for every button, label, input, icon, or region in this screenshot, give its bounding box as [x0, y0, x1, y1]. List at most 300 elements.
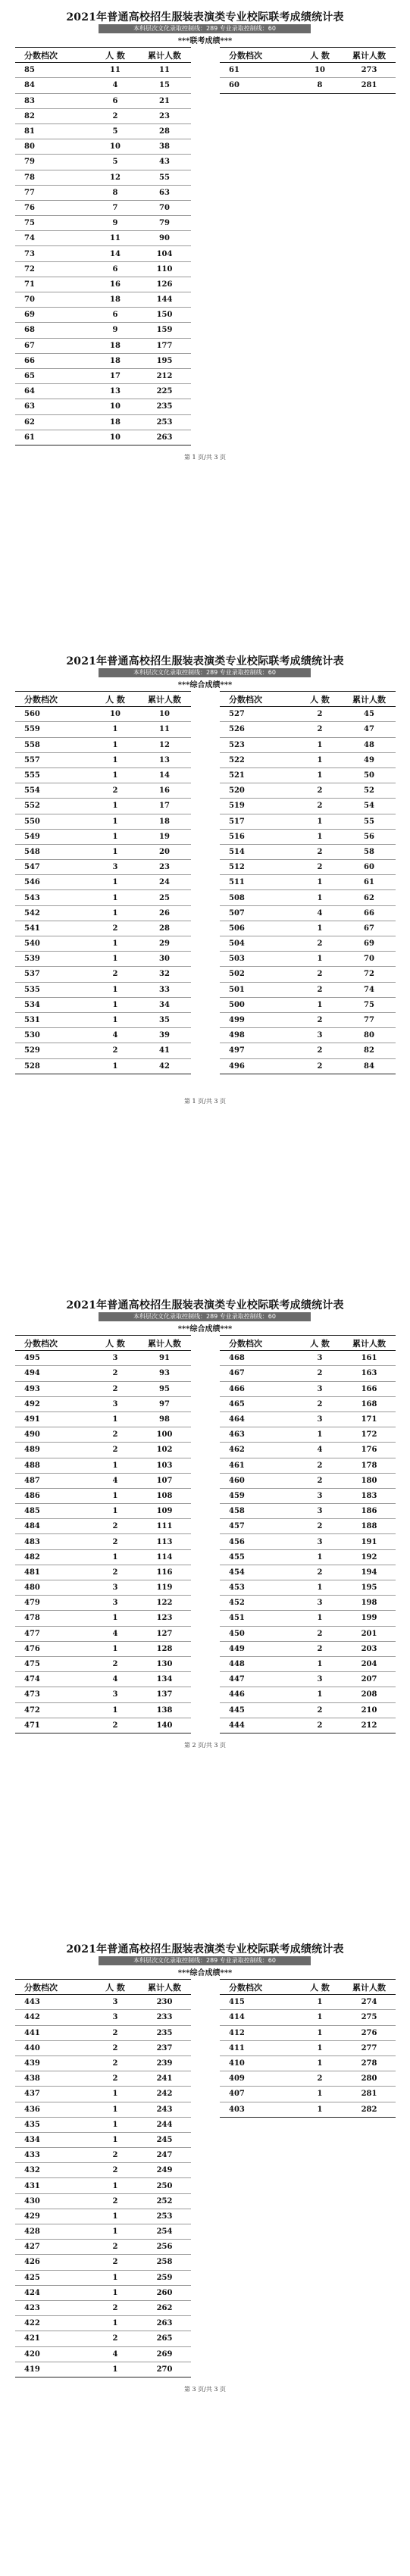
count-cell: 1	[92, 875, 138, 890]
count-cell: 1	[92, 1641, 138, 1656]
count-cell: 2	[92, 1443, 138, 1458]
table-row	[220, 890, 396, 905]
score-cell: 497	[220, 1043, 297, 1058]
score-cell: 491	[15, 1411, 92, 1427]
table-row	[15, 921, 191, 936]
table-row	[15, 2224, 191, 2240]
cumulative-cell: 24	[138, 875, 191, 890]
score-cell: 79	[15, 155, 92, 170]
count-cell: 3	[92, 860, 138, 875]
cumulative-cell: 21	[138, 93, 191, 108]
count-cell: 2	[297, 1565, 343, 1580]
score-cell: 69	[15, 308, 92, 323]
count-cell: 12	[92, 170, 138, 185]
count-cell: 1	[92, 2285, 138, 2300]
count-cell: 1	[297, 2040, 343, 2055]
cumulative-cell: 39	[138, 1028, 191, 1043]
page-1	[0, 0, 410, 644]
table-row	[220, 1596, 396, 1611]
table-row	[220, 1411, 396, 1427]
table-row	[220, 799, 396, 814]
table-row	[15, 2117, 191, 2132]
count-cell: 3	[297, 1488, 343, 1503]
score-cell: 464	[220, 1411, 297, 1427]
count-cell: 1	[92, 997, 138, 1012]
table-row	[220, 1443, 396, 1458]
cumulative-cell: 168	[343, 1396, 396, 1411]
table-row	[220, 967, 396, 982]
score-cell: 512	[220, 860, 297, 875]
cumulative-cell: 243	[138, 2102, 191, 2117]
score-cell: 427	[15, 2240, 92, 2255]
table-row	[15, 2132, 191, 2147]
cumulative-cell: 127	[138, 1626, 191, 1641]
count-cell: 1	[92, 1702, 138, 1718]
count-cell: 4	[92, 78, 138, 93]
table-row	[220, 737, 396, 752]
table-row	[15, 200, 191, 215]
cumulative-cell: 19	[138, 829, 191, 844]
count-cell: 4	[92, 2346, 138, 2362]
count-cell: 1	[92, 814, 138, 829]
column-header: 累计人数	[138, 692, 191, 707]
table-row	[220, 875, 396, 890]
cumulative-cell: 13	[138, 752, 191, 767]
column-header: 分数档次	[15, 1336, 92, 1351]
cumulative-cell: 28	[138, 921, 191, 936]
score-cell: 442	[15, 2010, 92, 2025]
cumulative-cell: 70	[138, 200, 191, 215]
cumulative-cell: 16	[138, 783, 191, 799]
count-cell: 2	[92, 2255, 138, 2270]
score-cell: 446	[220, 1687, 297, 1702]
cumulative-cell: 186	[343, 1504, 396, 1519]
count-cell: 3	[92, 1687, 138, 1702]
count-cell: 2	[92, 1519, 138, 1534]
count-cell: 3	[297, 1381, 343, 1396]
score-cell: 496	[220, 1058, 297, 1074]
count-cell: 2	[92, 1565, 138, 1580]
table-row	[15, 2209, 191, 2224]
count-cell: 2	[92, 1718, 138, 1733]
table-row	[220, 1611, 396, 1626]
score-cell: 463	[220, 1427, 297, 1443]
table-row	[220, 1504, 396, 1519]
score-cell: 439	[15, 2055, 92, 2071]
score-cell: 450	[220, 1626, 297, 1641]
count-cell: 1	[92, 982, 138, 997]
table-row	[220, 2010, 396, 2025]
score-cell: 67	[15, 338, 92, 353]
cumulative-cell: 61	[343, 875, 396, 890]
count-cell: 1	[297, 2025, 343, 2040]
count-cell: 4	[92, 1626, 138, 1641]
cumulative-cell: 254	[138, 2224, 191, 2240]
table-row	[220, 63, 396, 78]
count-cell: 2	[92, 967, 138, 982]
count-cell: 4	[297, 1443, 343, 1458]
score-cell: 65	[15, 368, 92, 383]
table-row	[15, 308, 191, 323]
count-cell: 1	[92, 2362, 138, 2377]
cumulative-cell: 235	[138, 2025, 191, 2040]
table-row	[220, 1427, 396, 1443]
cumulative-cell: 262	[138, 2300, 191, 2315]
score-cell: 474	[15, 1672, 92, 1687]
table-row	[220, 2102, 396, 2117]
count-cell: 3	[92, 1396, 138, 1411]
cumulative-cell: 42	[138, 1058, 191, 1074]
count-cell: 2	[92, 2055, 138, 2071]
score-cell: 66	[15, 353, 92, 368]
count-cell: 2	[297, 844, 343, 859]
table-row	[15, 890, 191, 905]
table-row	[220, 1473, 396, 1488]
cumulative-cell: 195	[343, 1580, 396, 1596]
section-subtitle: ***综合成绩***	[177, 681, 233, 689]
score-cell: 478	[15, 1611, 92, 1626]
score-cell: 523	[220, 737, 297, 752]
score-cell: 549	[15, 829, 92, 844]
table-row	[15, 1534, 191, 1549]
cumulative-cell: 48	[343, 737, 396, 752]
table-row	[220, 1043, 396, 1058]
score-cell: 61	[15, 430, 92, 445]
table-row	[15, 707, 191, 722]
table-row	[15, 414, 191, 430]
table-row	[15, 231, 191, 246]
score-cell: 493	[15, 1381, 92, 1396]
score-cell: 550	[15, 814, 92, 829]
cumulative-cell: 103	[138, 1458, 191, 1473]
count-cell: 1	[92, 1411, 138, 1427]
count-cell: 2	[92, 2040, 138, 2055]
table-row	[15, 1687, 191, 1702]
cumulative-cell: 122	[138, 1596, 191, 1611]
score-cell: 415	[220, 1995, 297, 2010]
table-row	[220, 2071, 396, 2087]
score-cell: 83	[15, 93, 92, 108]
score-cell: 467	[220, 1366, 297, 1381]
count-cell: 2	[92, 2025, 138, 2040]
score-cell: 552	[15, 799, 92, 814]
table-row	[220, 1549, 396, 1565]
count-cell: 2	[297, 1641, 343, 1656]
score-cell: 555	[15, 767, 92, 783]
cumulative-cell: 176	[343, 1443, 396, 1458]
cumulative-cell: 80	[343, 1028, 396, 1043]
section-subtitle: ***综合成绩***	[177, 1969, 233, 1977]
count-cell: 1	[297, 752, 343, 767]
count-cell: 1	[92, 952, 138, 967]
score-cell: 516	[220, 829, 297, 844]
score-cell: 484	[15, 1519, 92, 1534]
score-cell: 436	[15, 2102, 92, 2117]
count-cell: 1	[297, 1611, 343, 1626]
column-header: 人 数	[92, 48, 138, 63]
table-row	[15, 93, 191, 108]
cumulative-cell: 108	[138, 1488, 191, 1503]
cumulative-cell: 107	[138, 1473, 191, 1488]
cumulative-cell: 11	[138, 63, 191, 78]
score-cell: 488	[15, 1458, 92, 1473]
table-row	[15, 905, 191, 921]
cumulative-cell: 116	[138, 1565, 191, 1580]
table-row	[15, 952, 191, 967]
score-table-left	[15, 691, 191, 1074]
score-cell: 466	[220, 1381, 297, 1396]
cumulative-cell: 269	[138, 2346, 191, 2362]
cumulative-cell: 119	[138, 1580, 191, 1596]
cumulative-cell: 38	[138, 139, 191, 155]
page-title: 2021年普通高校招生服装表演类专业校际联考成绩统计表	[66, 1943, 344, 1955]
count-cell: 1	[297, 1687, 343, 1702]
count-cell: 1	[92, 905, 138, 921]
cumulative-cell: 58	[343, 844, 396, 859]
table-row	[15, 1351, 191, 1366]
score-cell: 519	[220, 799, 297, 814]
count-cell: 2	[297, 860, 343, 875]
table-row	[220, 814, 396, 829]
cumulative-cell: 23	[138, 108, 191, 123]
table-row	[15, 1702, 191, 1718]
cumulative-cell: 79	[138, 216, 191, 231]
table-row	[220, 2025, 396, 2040]
count-cell: 9	[92, 216, 138, 231]
count-cell: 18	[92, 414, 138, 430]
score-cell: 409	[220, 2071, 297, 2087]
count-cell: 1	[297, 890, 343, 905]
column-header: 分数档次	[220, 692, 297, 707]
table-row	[15, 1596, 191, 1611]
score-cell: 456	[220, 1534, 297, 1549]
count-cell: 2	[297, 967, 343, 982]
cumulative-cell: 10	[138, 707, 191, 722]
score-cell: 499	[220, 1012, 297, 1027]
table-row	[15, 1549, 191, 1565]
count-cell: 2	[92, 108, 138, 123]
score-cell: 426	[15, 2255, 92, 2270]
table-row	[15, 967, 191, 982]
cumulative-cell: 230	[138, 1995, 191, 2010]
count-cell: 1	[92, 1012, 138, 1027]
cumulative-cell: 203	[343, 1641, 396, 1656]
table-row	[220, 722, 396, 737]
cumulative-cell: 250	[138, 2178, 191, 2193]
table-row	[220, 767, 396, 783]
score-cell: 63	[15, 399, 92, 414]
count-cell: 1	[297, 1427, 343, 1443]
table-row	[220, 1702, 396, 1718]
score-cell: 453	[220, 1580, 297, 1596]
cumulative-cell: 55	[138, 170, 191, 185]
count-cell: 2	[92, 921, 138, 936]
page-footer: 第 3 页/共 3 页	[183, 2386, 227, 2393]
table-row	[220, 1028, 396, 1043]
table-row	[220, 1641, 396, 1656]
column-header: 累计人数	[138, 1980, 191, 1995]
count-cell: 2	[92, 2240, 138, 2255]
cumulative-cell: 235	[138, 399, 191, 414]
cumulative-cell: 199	[343, 1611, 396, 1626]
count-cell: 2	[92, 2331, 138, 2346]
score-cell: 451	[220, 1611, 297, 1626]
cumulative-cell: 275	[343, 2010, 396, 2025]
score-cell: 71	[15, 277, 92, 292]
column-header: 人 数	[92, 1980, 138, 1995]
table-row	[15, 155, 191, 170]
count-cell: 3	[297, 1534, 343, 1549]
score-cell: 434	[15, 2132, 92, 2147]
count-cell: 3	[92, 1351, 138, 1366]
table-row	[15, 1580, 191, 1596]
score-cell: 462	[220, 1443, 297, 1458]
table-row	[15, 1718, 191, 1733]
count-cell: 4	[297, 905, 343, 921]
table-row	[220, 905, 396, 921]
cumulative-cell: 180	[343, 1473, 396, 1488]
cumulative-cell: 77	[343, 1012, 396, 1027]
table-row	[220, 1381, 396, 1396]
table-row	[15, 829, 191, 844]
cumulative-cell: 247	[138, 2148, 191, 2163]
count-cell: 2	[297, 707, 343, 722]
score-cell: 76	[15, 200, 92, 215]
score-cell: 473	[15, 1687, 92, 1702]
cumulative-cell: 74	[343, 982, 396, 997]
table-row	[15, 2055, 191, 2071]
score-cell: 414	[220, 2010, 297, 2025]
count-cell: 8	[92, 185, 138, 200]
score-cell: 475	[15, 1656, 92, 1671]
column-header: 累计人数	[343, 692, 396, 707]
count-cell: 1	[297, 2010, 343, 2025]
count-cell: 1	[297, 1580, 343, 1596]
count-cell: 1	[92, 2224, 138, 2240]
table-row	[15, 1504, 191, 1519]
page-title: 2021年普通高校招生服装表演类专业校际联考成绩统计表	[66, 11, 344, 23]
count-cell: 3	[92, 1580, 138, 1596]
score-cell: 438	[15, 2071, 92, 2087]
table-row	[220, 1488, 396, 1503]
count-cell: 1	[92, 1488, 138, 1503]
score-cell: 479	[15, 1596, 92, 1611]
score-cell: 421	[15, 2331, 92, 2346]
score-table-right	[220, 47, 396, 94]
cumulative-cell: 204	[343, 1656, 396, 1671]
score-cell: 458	[220, 1504, 297, 1519]
count-cell: 1	[92, 2132, 138, 2147]
score-cell: 477	[15, 1626, 92, 1641]
cumulative-cell: 245	[138, 2132, 191, 2147]
count-cell: 2	[297, 1012, 343, 1027]
score-cell: 489	[15, 1443, 92, 1458]
score-cell: 411	[220, 2040, 297, 2055]
score-cell: 78	[15, 170, 92, 185]
count-cell: 4	[92, 1028, 138, 1043]
table-row	[15, 982, 191, 997]
count-cell: 2	[92, 1656, 138, 1671]
score-cell: 554	[15, 783, 92, 799]
score-cell: 504	[220, 936, 297, 952]
table-row	[15, 2148, 191, 2163]
score-cell: 472	[15, 1702, 92, 1718]
column-header: 累计人数	[138, 48, 191, 63]
count-cell: 2	[297, 2071, 343, 2087]
table-row	[15, 2316, 191, 2331]
cumulative-cell: 67	[343, 921, 396, 936]
count-cell: 1	[297, 2055, 343, 2071]
score-cell: 62	[15, 414, 92, 430]
cumulative-cell: 41	[138, 1043, 191, 1058]
count-cell: 10	[92, 430, 138, 445]
cumulative-cell: 52	[343, 783, 396, 799]
count-cell: 1	[297, 767, 343, 783]
score-cell: 460	[220, 1473, 297, 1488]
count-cell: 1	[92, 1058, 138, 1074]
cumulative-cell: 23	[138, 860, 191, 875]
cumulative-cell: 97	[138, 1396, 191, 1411]
table-row	[15, 2071, 191, 2087]
table-row	[15, 2270, 191, 2285]
score-cell: 540	[15, 936, 92, 952]
cumulative-cell: 277	[343, 2040, 396, 2055]
cumulative-cell: 33	[138, 982, 191, 997]
score-cell: 70	[15, 292, 92, 308]
cumulative-cell: 253	[138, 2209, 191, 2224]
score-cell: 495	[15, 1351, 92, 1366]
score-cell: 410	[220, 2055, 297, 2071]
cumulative-cell: 252	[138, 2193, 191, 2209]
count-cell: 2	[92, 2071, 138, 2087]
cumulative-cell: 244	[138, 2117, 191, 2132]
table-row	[220, 952, 396, 967]
cumulative-cell: 11	[138, 722, 191, 737]
count-cell: 2	[297, 1366, 343, 1381]
cumulative-cell: 237	[138, 2040, 191, 2055]
count-cell: 2	[297, 783, 343, 799]
score-cell: 468	[220, 1351, 297, 1366]
count-cell: 6	[92, 93, 138, 108]
cumulative-cell: 18	[138, 814, 191, 829]
count-cell: 2	[297, 982, 343, 997]
table-row	[15, 170, 191, 185]
cumulative-cell: 208	[343, 1687, 396, 1702]
cumulative-cell: 242	[138, 2087, 191, 2102]
cumulative-cell: 25	[138, 890, 191, 905]
cumulative-cell: 100	[138, 1427, 191, 1443]
table-row	[220, 752, 396, 767]
table-row	[15, 997, 191, 1012]
score-cell: 74	[15, 231, 92, 246]
count-cell: 1	[297, 875, 343, 890]
cumulative-cell: 84	[343, 1058, 396, 1074]
count-cell: 1	[297, 1656, 343, 1671]
cumulative-cell: 137	[138, 1687, 191, 1702]
score-cell: 457	[220, 1519, 297, 1534]
count-cell: 1	[92, 890, 138, 905]
table-row	[220, 1366, 396, 1381]
count-cell: 1	[92, 936, 138, 952]
table-row	[15, 1656, 191, 1671]
cumulative-cell: 60	[343, 860, 396, 875]
count-cell: 9	[92, 323, 138, 338]
table-row	[15, 783, 191, 799]
count-cell: 14	[92, 246, 138, 261]
cumulative-cell: 138	[138, 1702, 191, 1718]
count-cell: 1	[92, 2270, 138, 2285]
cumulative-cell: 260	[138, 2285, 191, 2300]
